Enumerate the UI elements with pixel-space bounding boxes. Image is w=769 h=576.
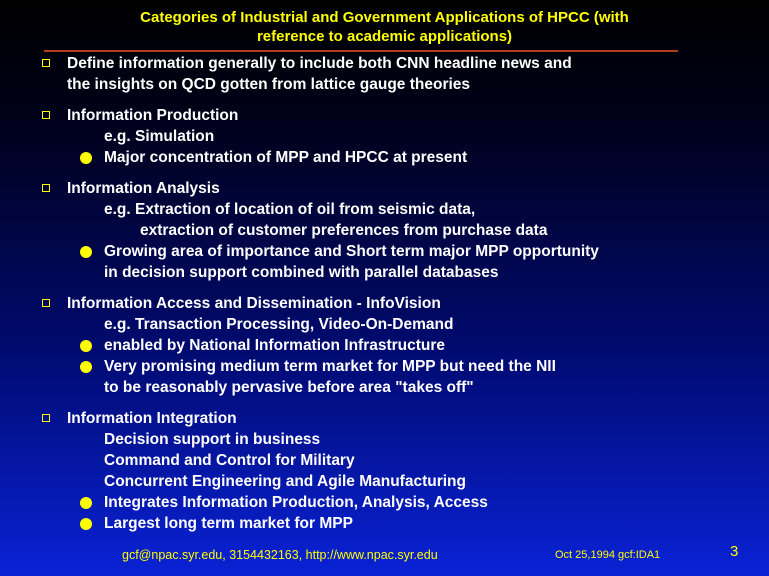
- sub-text: e.g. Extraction of location of oil from seismic data,: [104, 201, 476, 218]
- bullet-text: in decision support combined with parallel databases: [104, 264, 499, 281]
- sub-text: extraction of customer preferences from purchase data: [140, 222, 548, 239]
- bullet-text: the insights on QCD gotten from lattice gauge theories: [67, 76, 471, 93]
- bullet-heading: Information Access and Dissemination - InfoVision: [67, 295, 441, 312]
- sub-text: Concurrent Engineering and Agile Manufacturing: [104, 473, 466, 490]
- round-bullet-icon: [80, 497, 92, 509]
- slide-title-line-2: reference to academic applications): [256, 28, 513, 45]
- bullet-text: enabled by National Information Infrastructure: [104, 337, 446, 354]
- bullet-heading: Information Integration: [67, 410, 237, 427]
- square-bullet-icon: [42, 184, 50, 192]
- bullet-text: Integrates Information Production, Analysis, Access: [104, 494, 488, 511]
- title-divider: [44, 50, 678, 52]
- sub-text: Decision support in business: [104, 431, 321, 448]
- bullet-text: Largest long term market for MPP: [104, 515, 353, 532]
- sub-text: Command and Control for Military: [104, 452, 355, 469]
- square-bullet-icon: [42, 414, 50, 422]
- footer-contact: gcf@npac.syr.edu, 3154432163, http://www.npac.syr.edu: [122, 548, 438, 562]
- square-bullet-icon: [42, 59, 50, 67]
- sub-text: e.g. Simulation: [104, 128, 215, 145]
- footer-date: Oct 25,1994 gcf:IDA1: [555, 549, 661, 561]
- slide-title-line-1: Categories of Industrial and Government Applications of HPCC (with: [140, 9, 629, 26]
- bullet-text: Major concentration of MPP and HPCC at present: [104, 149, 468, 166]
- bullet-heading: Information Production: [67, 107, 239, 124]
- round-bullet-icon: [80, 340, 92, 352]
- round-bullet-icon: [80, 246, 92, 258]
- page-number: 3: [730, 543, 739, 560]
- bullet-text: Define information generally to include both CNN headline news and: [67, 55, 572, 72]
- round-bullet-icon: [80, 361, 92, 373]
- bullet-text: to be reasonably pervasive before area "takes off": [104, 379, 474, 396]
- sub-text: e.g. Transaction Processing, Video-On-Demand: [104, 316, 454, 333]
- bullet-text: Growing area of importance and Short term major MPP opportunity: [104, 243, 599, 260]
- square-bullet-icon: [42, 111, 50, 119]
- round-bullet-icon: [80, 152, 92, 164]
- round-bullet-icon: [80, 518, 92, 530]
- bullet-heading: Information Analysis: [67, 180, 220, 197]
- square-bullet-icon: [42, 299, 50, 307]
- bullet-text: Very promising medium term market for MPP but need the NII: [104, 358, 556, 375]
